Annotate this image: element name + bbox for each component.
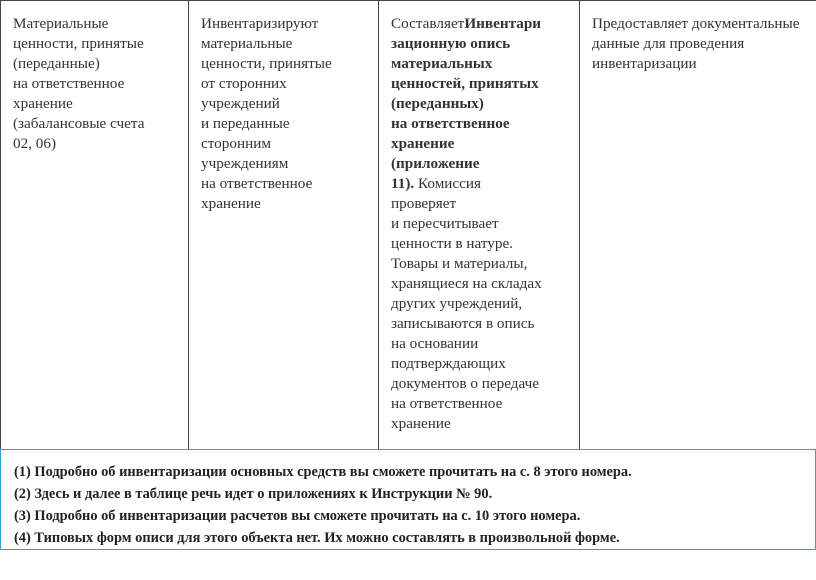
cell-line <box>391 154 579 174</box>
cell-line: проверяет <box>391 195 457 212</box>
cell-line <box>391 34 579 54</box>
cell-line <box>391 114 579 134</box>
cell-lead-text: Составляет <box>391 15 465 32</box>
cell-line: ценности, принятые <box>201 55 332 72</box>
cell-line: документов о передаче <box>391 375 539 392</box>
cell-line <box>391 14 579 34</box>
cell-object <box>0 1 189 449</box>
cell-bold-text: хранение <box>391 135 455 152</box>
cell-line: инвентаризации <box>592 55 697 72</box>
cell-line: Предоставляет документальные <box>592 15 800 32</box>
cell-line: материальные <box>201 35 293 52</box>
cell-line: Инвентаризируют <box>201 15 319 32</box>
cell-bold-text: на ответственное <box>391 115 510 132</box>
cell-line <box>391 174 579 194</box>
cell-line: от сторонних <box>201 75 287 92</box>
footnote: (1) Подробно об инвентаризации основных средств вы сможете прочитать на с. 8 этого номера. <box>14 464 632 480</box>
footnote: (3) Подробно об инвентаризации расчетов вы сможете прочитать на с. 10 этого номера. <box>14 508 581 524</box>
footnote: (2) Здесь и далее в таблице речь идет о приложениях к Инструкции № 90. <box>14 486 493 502</box>
cell-line: хранящиеся на складах <box>391 275 542 292</box>
cell-action <box>189 1 379 449</box>
cell-bold-text: зационную опись <box>391 35 511 52</box>
cell-line: 02, 06) <box>13 135 57 152</box>
cell-line: других учреждений, <box>391 295 523 312</box>
cell-line: учреждений <box>201 95 280 112</box>
cell-line: хранение <box>13 95 73 112</box>
cell-line <box>391 74 579 94</box>
cell-line: на ответственное <box>391 395 503 412</box>
cell-line: ценности, принятые <box>13 35 144 52</box>
cell-line: Товары и материалы, <box>391 255 528 272</box>
cell-bold-text: ценностей, принятых <box>391 75 539 92</box>
footnotes-box <box>0 449 816 550</box>
cell-bold-text: 11). <box>391 175 415 192</box>
cell-bold-text: (переданных) <box>391 95 484 112</box>
cell-line: на ответственное <box>13 75 125 92</box>
cell-line: хранение <box>201 195 261 212</box>
cell-line: на ответственное <box>201 175 313 192</box>
cell-line: данные для проведения <box>592 35 745 52</box>
cell-line <box>391 94 579 114</box>
cell-bold-text: (приложение <box>391 155 480 172</box>
cell-line: хранение <box>391 415 451 432</box>
cell-line: ценности в натуре. <box>391 235 514 252</box>
cell-line: Материальные <box>13 15 109 32</box>
cell-line <box>391 134 579 154</box>
cell-line: подтверждающих <box>391 355 506 372</box>
cell-line: (переданные) <box>13 55 100 72</box>
cell-line: записываются в опись <box>391 315 535 332</box>
cell-commission <box>379 1 580 449</box>
cell-responsible <box>580 1 816 449</box>
cell-bold-text: материальных <box>391 55 493 72</box>
cell-line: (забалансовые счета <box>13 115 145 132</box>
footnote: (4) Типовых форм описи для этого объекта нет. Их можно составлять в произвольной форме. <box>14 530 620 546</box>
cell-line: и пересчитывает <box>391 215 499 232</box>
cell-line: учреждениям <box>201 155 289 172</box>
cell-line: на основании <box>391 335 479 352</box>
cell-bold-text: Инвентари <box>464 15 542 32</box>
cell-line <box>391 54 579 74</box>
cell-line: сторонним <box>201 135 271 152</box>
cell-line: и переданные <box>201 115 290 132</box>
cell-text: Комиссия <box>414 175 482 192</box>
